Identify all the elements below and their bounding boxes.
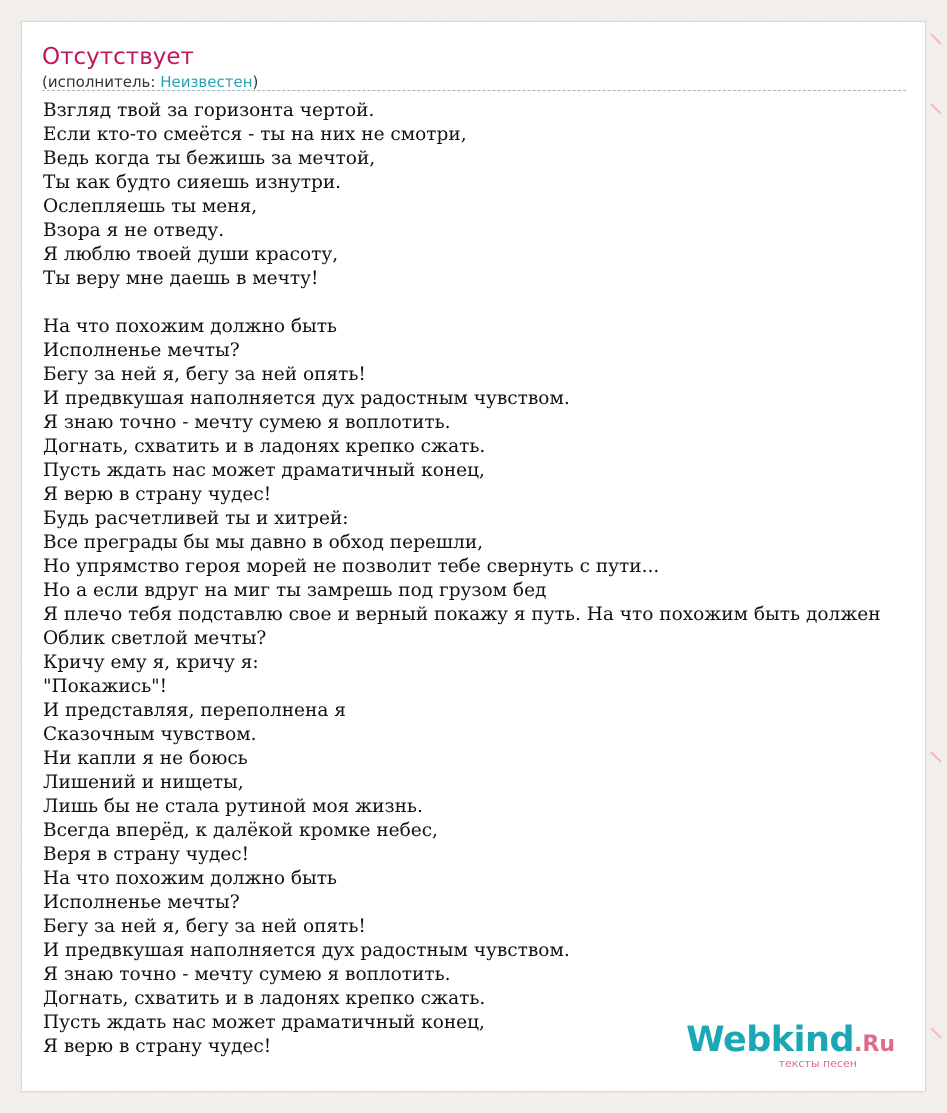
lyric-line: Я верю в страну чудес!	[43, 1036, 272, 1057]
artist-link[interactable]: Неизвестен	[160, 73, 253, 91]
lyric-line: Лишений и нищеты,	[43, 772, 244, 793]
logo-tagline: тексты песен	[778, 1057, 857, 1070]
lyric-line: Но упрямство героя морей не позволит тебе свернуть с пути...	[43, 556, 660, 577]
site-logo[interactable]	[686, 1022, 895, 1069]
lyric-line: Исполненье мечты?	[43, 892, 240, 913]
lyric-line: Исполненье мечты?	[43, 340, 240, 361]
lyric-line: Ведь когда ты бежишь за мечтой,	[43, 148, 376, 169]
lyric-line: На что похожим должно быть	[43, 868, 338, 889]
song-header	[42, 42, 906, 92]
corner-decoration	[930, 751, 941, 762]
lyric-line: Взора я не отведу.	[43, 220, 225, 241]
logo-tld: .Ru	[854, 1032, 895, 1057]
lyric-line: Сказочным чувством.	[43, 724, 257, 745]
lyric-line: Будь расчетливей ты и хитрей:	[43, 508, 349, 529]
lyric-line: Если кто-то смеётся - ты на них не смотри,	[43, 124, 467, 145]
corner-decoration	[930, 1027, 941, 1038]
lyric-line: На что похожим должно быть	[43, 316, 338, 337]
lyric-line: Я верю в страну чудес!	[43, 484, 272, 505]
lyric-line: Догнать, схватить и в ладонях крепко сжать.	[43, 436, 486, 457]
lyric-line: Догнать, схватить и в ладонях крепко сжать.	[43, 988, 486, 1009]
song-title: Отсутствует	[42, 44, 194, 70]
lyric-line: Все преграды бы мы давно в обход перешли,	[43, 532, 484, 553]
lyrics-card	[21, 21, 926, 1092]
lyric-line: Облик светлой мечты?	[43, 628, 267, 649]
corner-decoration	[930, 33, 941, 44]
lyric-line: Бегу за ней я, бегу за ней опять!	[43, 916, 366, 937]
artist-line	[42, 72, 906, 92]
lyric-line: Взгляд твой за горизонта чертой.	[43, 100, 375, 121]
lyric-line: Ты как будто сияешь изнутри.	[43, 172, 342, 193]
lyric-line: Веря в страну чудес!	[43, 844, 250, 865]
lyric-line: Я знаю точно - мечту сумею я воплотить.	[43, 964, 451, 985]
lyric-line: Бегу за ней я, бегу за ней опять!	[43, 364, 366, 385]
lyric-line: Всегда вперёд, к далёкой кромке небес,	[43, 820, 438, 841]
lyric-line: И предвкушая наполняется дух радостным чувством.	[43, 388, 570, 409]
lyric-line: Пусть ждать нас может драматичный конец,	[43, 460, 485, 481]
lyric-line: Пусть ждать нас может драматичный конец,	[43, 1012, 485, 1033]
logo-main-text: Webkind	[686, 1020, 855, 1060]
lyric-line: Ослепляешь ты меня,	[43, 196, 258, 217]
lyric-line: И предвкушая наполняется дух радостным чувством.	[43, 940, 570, 961]
lyric-line: И представляя, переполнена я	[43, 700, 346, 721]
artist-suffix: )	[252, 73, 259, 91]
lyrics-text	[43, 99, 926, 1059]
lyric-line: "Покажись"!	[43, 676, 168, 697]
corner-decoration	[930, 103, 941, 114]
artist-prefix: (исполнитель:	[42, 73, 161, 91]
lyric-line: Лишь бы не стала рутиной моя жизнь.	[43, 796, 423, 817]
lyric-line: Я люблю твоей души красоту,	[43, 244, 339, 265]
lyric-line: Ни капли я не боюсь	[43, 748, 248, 769]
lyric-line: Кричу ему я, кричу я:	[43, 652, 259, 673]
stanza-break	[43, 291, 926, 315]
lyric-line: Ты веру мне даешь в мечту!	[43, 268, 319, 289]
lyric-line: Я знаю точно - мечту сумею я воплотить.	[43, 412, 451, 433]
lyric-line: Я плечо тебя подставлю свое и верный покажу я путь. На что похожим быть должен	[43, 604, 881, 625]
header-divider	[42, 90, 906, 91]
lyric-line: Но а если вдруг на миг ты замрешь под грузом бед	[43, 580, 547, 601]
